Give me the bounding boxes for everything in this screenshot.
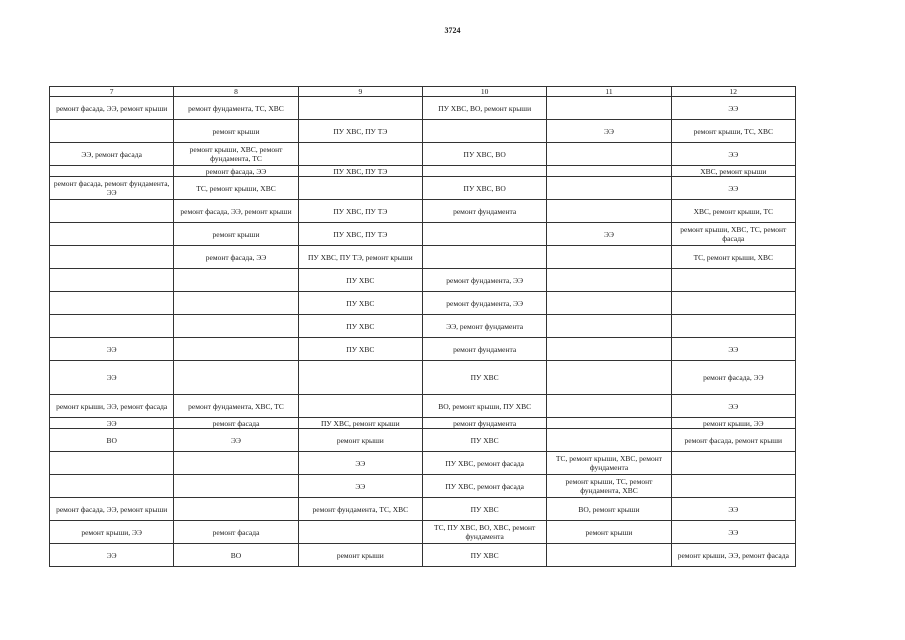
table-cell	[547, 143, 671, 166]
table-cell: ремонт крыши, ТС, ХВС	[671, 120, 795, 143]
table-row	[50, 269, 796, 292]
table-cell	[422, 120, 546, 143]
table-cell: ремонт крыши, ЭЭ	[671, 418, 795, 429]
table-cell: ремонт крыши	[298, 429, 422, 452]
table-cell: ХВС, ремонт крыши	[671, 166, 795, 177]
table-row	[50, 223, 796, 246]
table-cell: ЭЭ	[174, 429, 298, 452]
table-cell: ремонт крыши, ЭЭ, ремонт фасада	[50, 395, 174, 418]
table-cell	[50, 120, 174, 143]
table-cell: ремонт крыши, ХВС, ремонт фундамента, ТС	[174, 143, 298, 166]
table-cell	[174, 338, 298, 361]
table-cell: ремонт фасада, ЭЭ	[174, 166, 298, 177]
table-row	[50, 544, 796, 567]
table-cell	[50, 475, 174, 498]
table-cell: ремонт фундамента, ХВС, ТС	[174, 395, 298, 418]
table-cell: ЭЭ	[298, 452, 422, 475]
table-cell: ремонт фасада	[174, 418, 298, 429]
table-cell: ВО, ремонт крыши	[547, 498, 671, 521]
table-cell: ТС, ремонт крыши, ХВС, ремонт фундамента	[547, 452, 671, 475]
table-cell: ПУ ХВС, ПУ ТЭ	[298, 120, 422, 143]
table-cell: ремонт фундамента, ТС, ХВС	[298, 498, 422, 521]
table-cell	[671, 452, 795, 475]
table-cell	[547, 292, 671, 315]
table-cell: ПУ ХВС, ПУ ТЭ	[298, 200, 422, 223]
table-cell: ЭЭ	[50, 544, 174, 567]
table-cell: ремонт крыши	[298, 544, 422, 567]
table-cell	[547, 338, 671, 361]
table-cell: ремонт фундамента, ЭЭ	[422, 269, 546, 292]
column-header-1: 7	[50, 87, 174, 97]
table-cell	[671, 475, 795, 498]
data-table	[49, 86, 796, 567]
table-cell: ЭЭ	[671, 143, 795, 166]
table-cell: ремонт фундамента, ЭЭ	[422, 292, 546, 315]
table-cell: ТС, ремонт крыши, ХВС	[671, 246, 795, 269]
column-header-5: 11	[547, 87, 671, 97]
table-cell	[174, 452, 298, 475]
table-cell	[174, 269, 298, 292]
table-cell: ПУ ХВС, ремонт крыши	[298, 418, 422, 429]
table-cell: ремонт фасада, ремонт крыши	[671, 429, 795, 452]
table-cell	[298, 361, 422, 395]
table-cell: ПУ ХВС, ПУ ТЭ	[298, 223, 422, 246]
table-cell	[547, 315, 671, 338]
table-cell	[547, 97, 671, 120]
table-cell	[547, 269, 671, 292]
table-cell	[671, 315, 795, 338]
table-cell: ремонт крыши	[547, 521, 671, 544]
table-cell: ЭЭ, ремонт фасада	[50, 143, 174, 166]
table-cell	[50, 292, 174, 315]
table-cell: ремонт фундамента	[422, 200, 546, 223]
table-row	[50, 315, 796, 338]
table-cell	[547, 361, 671, 395]
table-body	[50, 97, 796, 567]
table-row	[50, 498, 796, 521]
table-cell: ремонт крыши, ЭЭ	[50, 521, 174, 544]
table-cell	[671, 269, 795, 292]
table-cell	[50, 315, 174, 338]
table-cell	[422, 166, 546, 177]
table-cell	[547, 177, 671, 200]
table-cell: ремонт фасада, ремонт фундамента, ЭЭ	[50, 177, 174, 200]
table-row	[50, 177, 796, 200]
table-cell	[50, 246, 174, 269]
table-cell	[174, 475, 298, 498]
table-cell	[298, 177, 422, 200]
table-row	[50, 200, 796, 223]
table-cell	[50, 452, 174, 475]
table-cell	[547, 429, 671, 452]
table-cell	[547, 166, 671, 177]
table-cell	[298, 521, 422, 544]
table-cell: ПУ ХВС	[298, 269, 422, 292]
table-cell: ремонт крыши	[174, 120, 298, 143]
table-cell: ПУ ХВС	[422, 429, 546, 452]
table-cell	[50, 166, 174, 177]
header-row	[50, 87, 796, 97]
table-cell	[298, 97, 422, 120]
table-cell: ремонт фундамента, ТС, ХВС	[174, 97, 298, 120]
table-cell: ЭЭ	[671, 395, 795, 418]
table-row	[50, 521, 796, 544]
table-cell	[547, 544, 671, 567]
table-cell: ПУ ХВС, ВО	[422, 177, 546, 200]
table-cell: ремонт фасада, ЭЭ, ремонт крыши	[50, 498, 174, 521]
table-cell: ТС, ремонт крыши, ХВС	[174, 177, 298, 200]
table-cell: ремонт крыши, ХВС, ТС, ремонт фасада	[671, 223, 795, 246]
table-row	[50, 292, 796, 315]
table-cell	[174, 498, 298, 521]
table-cell: ПУ ХВС	[298, 292, 422, 315]
table-cell	[50, 223, 174, 246]
table-cell: ремонт фасада	[174, 521, 298, 544]
table-cell: ЭЭ	[547, 223, 671, 246]
table-cell: ВО	[50, 429, 174, 452]
table-cell: ЭЭ	[50, 338, 174, 361]
table-cell: ТС, ПУ ХВС, ВО, ХВС, ремонт фундамента	[422, 521, 546, 544]
table-cell	[298, 395, 422, 418]
table-cell: ПУ ХВС	[422, 361, 546, 395]
table-cell: ремонт крыши, ЭЭ, ремонт фасада	[671, 544, 795, 567]
table-cell: ЭЭ	[671, 97, 795, 120]
table-cell: ХВС, ремонт крыши, ТС	[671, 200, 795, 223]
table-cell: ПУ ХВС	[298, 338, 422, 361]
table-cell: ПУ ХВС	[422, 498, 546, 521]
table-cell	[547, 418, 671, 429]
table-cell	[422, 223, 546, 246]
table-cell: ВО	[174, 544, 298, 567]
table-cell: ремонт фасада, ЭЭ, ремонт крыши	[174, 200, 298, 223]
table-row	[50, 395, 796, 418]
table-cell: ЭЭ	[671, 521, 795, 544]
table-header	[50, 87, 796, 97]
table-cell	[174, 315, 298, 338]
table-cell	[671, 292, 795, 315]
table-cell	[50, 200, 174, 223]
table-cell: ЭЭ	[671, 177, 795, 200]
table-cell	[298, 143, 422, 166]
table-cell: ремонт фундамента	[422, 418, 546, 429]
column-header-6: 12	[671, 87, 795, 97]
table-cell: ПУ ХВС, ВО	[422, 143, 546, 166]
table-row	[50, 429, 796, 452]
table-row	[50, 452, 796, 475]
table-cell	[50, 269, 174, 292]
table-row	[50, 166, 796, 177]
table-cell: ремонт фасада, ЭЭ	[671, 361, 795, 395]
table-cell: ЭЭ	[671, 338, 795, 361]
table-row	[50, 418, 796, 429]
table-cell: ПУ ХВС, ремонт фасада	[422, 452, 546, 475]
table-cell	[547, 200, 671, 223]
column-header-4: 10	[422, 87, 546, 97]
table-cell: ремонт крыши	[174, 223, 298, 246]
table-cell: ЭЭ	[50, 418, 174, 429]
table-cell: ПУ ХВС, ПУ ТЭ, ремонт крыши	[298, 246, 422, 269]
table-cell: ВО, ремонт крыши, ПУ ХВС	[422, 395, 546, 418]
page-number: 3724	[444, 26, 461, 35]
table-cell: ЭЭ	[547, 120, 671, 143]
table-row	[50, 143, 796, 166]
table-row	[50, 246, 796, 269]
table-cell: ремонт фасада, ЭЭ, ремонт крыши	[50, 97, 174, 120]
table-cell: ЭЭ	[50, 361, 174, 395]
table-cell: ПУ ХВС, ПУ ТЭ	[298, 166, 422, 177]
table-cell: ПУ ХВС	[298, 315, 422, 338]
table-cell	[422, 246, 546, 269]
table-row	[50, 338, 796, 361]
table-cell: ЭЭ	[671, 498, 795, 521]
table-cell	[174, 292, 298, 315]
table-cell: ремонт крыши, ТС, ремонт фундамента, ХВС	[547, 475, 671, 498]
table-cell: ПУ ХВС	[422, 544, 546, 567]
table-row	[50, 97, 796, 120]
table-cell	[547, 246, 671, 269]
table-row	[50, 120, 796, 143]
table-cell: ПУ ХВС, ВО, ремонт крыши	[422, 97, 546, 120]
table-cell: ПУ ХВС, ремонт фасада	[422, 475, 546, 498]
table-row	[50, 361, 796, 395]
table-row	[50, 475, 796, 498]
table-cell	[174, 361, 298, 395]
table-cell	[547, 395, 671, 418]
table-cell: ЭЭ, ремонт фундамента	[422, 315, 546, 338]
table-cell: ЭЭ	[298, 475, 422, 498]
table-cell: ремонт фундамента	[422, 338, 546, 361]
table-cell: ремонт фасада, ЭЭ	[174, 246, 298, 269]
column-header-3: 9	[298, 87, 422, 97]
column-header-2: 8	[174, 87, 298, 97]
